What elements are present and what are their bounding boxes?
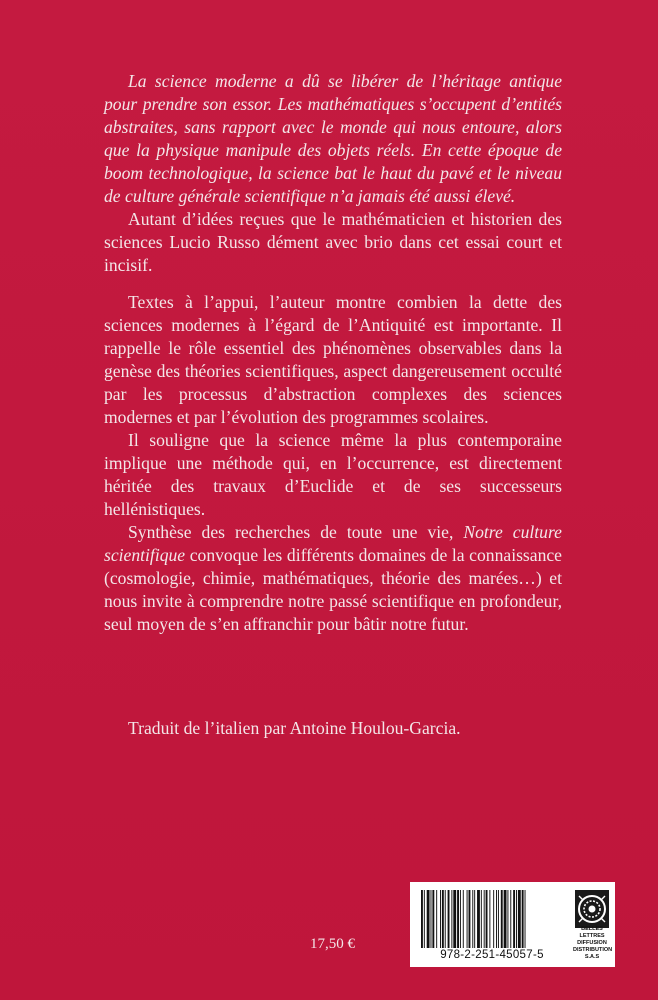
paragraph-4-start: Synthèse des recherches de toute une vie, bbox=[128, 522, 464, 542]
logo-line-1: BELLES LETTRES bbox=[579, 926, 605, 939]
translator-note: Traduit de l’italien par Antoine Houlou-Garcia. bbox=[128, 718, 461, 738]
price: 17,50 € bbox=[310, 936, 355, 952]
blurb bbox=[104, 70, 562, 636]
paragraph-3a: Textes à l’appui, l’auteur montre combien la dette des sciences modernes à l’égard de l’Antiquité est importante. Il rappelle le rôle essentiel des phénomènes observables dans la genèse des théories scientifiques, aspect dangereusement occulté par les processus d’abstraction complexes des sciences modernes et par l’évolution des programmes scolaires. bbox=[104, 292, 562, 427]
paragraph-3b: Il souligne que la science même la plus contemporaine implique une méthode qui, en l’occurrence, est directement héritée des travaux d’Euclide et de ses successeurs hellénistiques. bbox=[104, 430, 562, 519]
barcode-panel bbox=[410, 882, 615, 967]
isbn-number: 978-2-251-45057-5 bbox=[440, 949, 544, 961]
book-title: Notre culture scientifique bbox=[104, 522, 562, 565]
paragraph-2: Autant d’idées reçues que le mathématicien et historien des sciences Lucio Russo dément avec brio dans cet essai court et incisif. bbox=[104, 209, 562, 275]
distributor-logo-text bbox=[573, 926, 611, 961]
barcode bbox=[419, 890, 565, 948]
paragraph-4 bbox=[104, 521, 562, 636]
intro-paragraph: La science moderne a dû se libérer de l’héritage antique pour prendre son essor. Les mathématiques s’occupent d’entités abstraites, sans rapport avec le monde qui nous entoure, alors que la physique manipule des objets réels. En cette époque de boom technologique, la science bat le haut du pavé et le niveau de culture générale scientifique n’a jamais été aussi élevé. bbox=[104, 71, 562, 206]
logo-line-4: S.A.S bbox=[584, 954, 600, 960]
logo-line-3: DISTRIBUTION bbox=[573, 947, 613, 953]
paragraph-4-end: convoque les différents domaines de la connaissance (cosmologie, chimie, mathématiques, théorie des marées…) et nous invite à comprendre notre passé scientifique en profondeur, seul moyen de s’en affranchir pour bâtir notre futur. bbox=[104, 545, 562, 634]
logo-line-2: DIFFUSION bbox=[577, 940, 607, 946]
